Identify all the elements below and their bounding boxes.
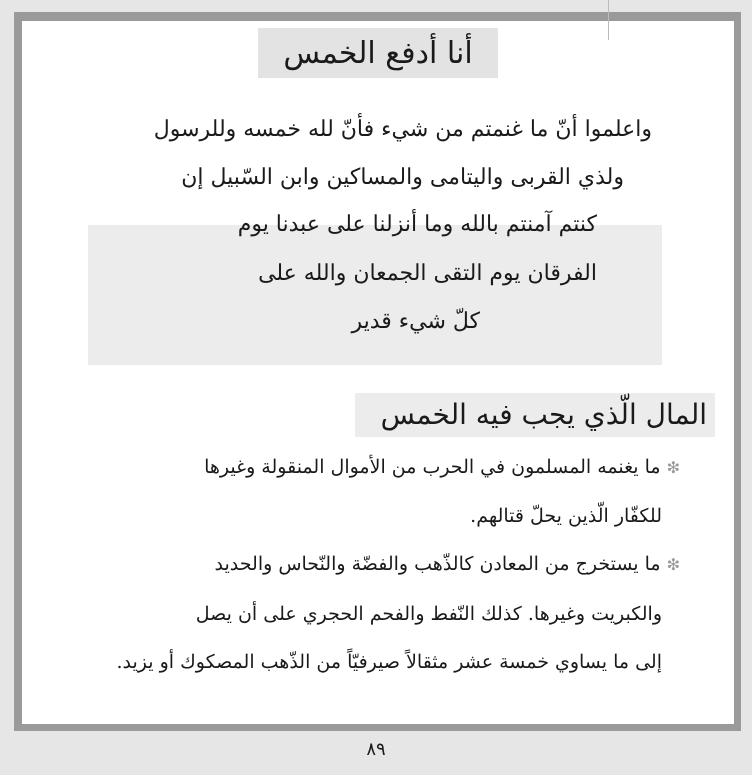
page-number: ٨٩: [366, 739, 386, 760]
item-2-line-3: إلى ما يساوي خمسة عشر مثقالاً صيرفيّاً من الذّهب المصكوك أو يزيد.: [116, 651, 662, 673]
item-2-line-2: والكبريت وغيرها. كذلك النّفط والفحم الحجري على أن يصل: [195, 603, 662, 625]
verse-line-2: ولذي القربى واليتامى والمساكين وابن السّبيل إن: [181, 165, 624, 190]
verse-line-3: كنتم آمنتم بالله وما أنزلنا على عبدنا يوم: [237, 212, 597, 237]
item-1-line-2: للكفّار الّذين يحلّ قتالهم.: [470, 505, 662, 527]
bullet-icon: ❇: [666, 458, 680, 477]
item-1-line-1: ❇ما يغنمه المسلمون في الحرب من الأموال المنقولة وغيرها: [204, 456, 680, 478]
page-title: أنا أدفع الخمس: [283, 35, 473, 71]
verse-highlight: [88, 225, 662, 365]
title-box: [258, 28, 498, 78]
top-divider: [608, 0, 609, 40]
item-2-line-1: ❇ما يستخرج من المعادن كالذّهب والفضّة والنّحاس والحديد: [214, 553, 680, 575]
bullet-icon: ❇: [666, 555, 680, 574]
section-title: المال الّذي يجب فيه الخمس: [380, 398, 707, 431]
verse-line-1: واعلموا أنّ ما غنمتم من شيء فأنّ لله خمسه وللرسول: [153, 117, 652, 142]
verse-line-5: كلّ شيء قدير: [351, 309, 480, 334]
verse-line-4: الفرقان يوم التقى الجمعان والله على: [258, 261, 597, 286]
